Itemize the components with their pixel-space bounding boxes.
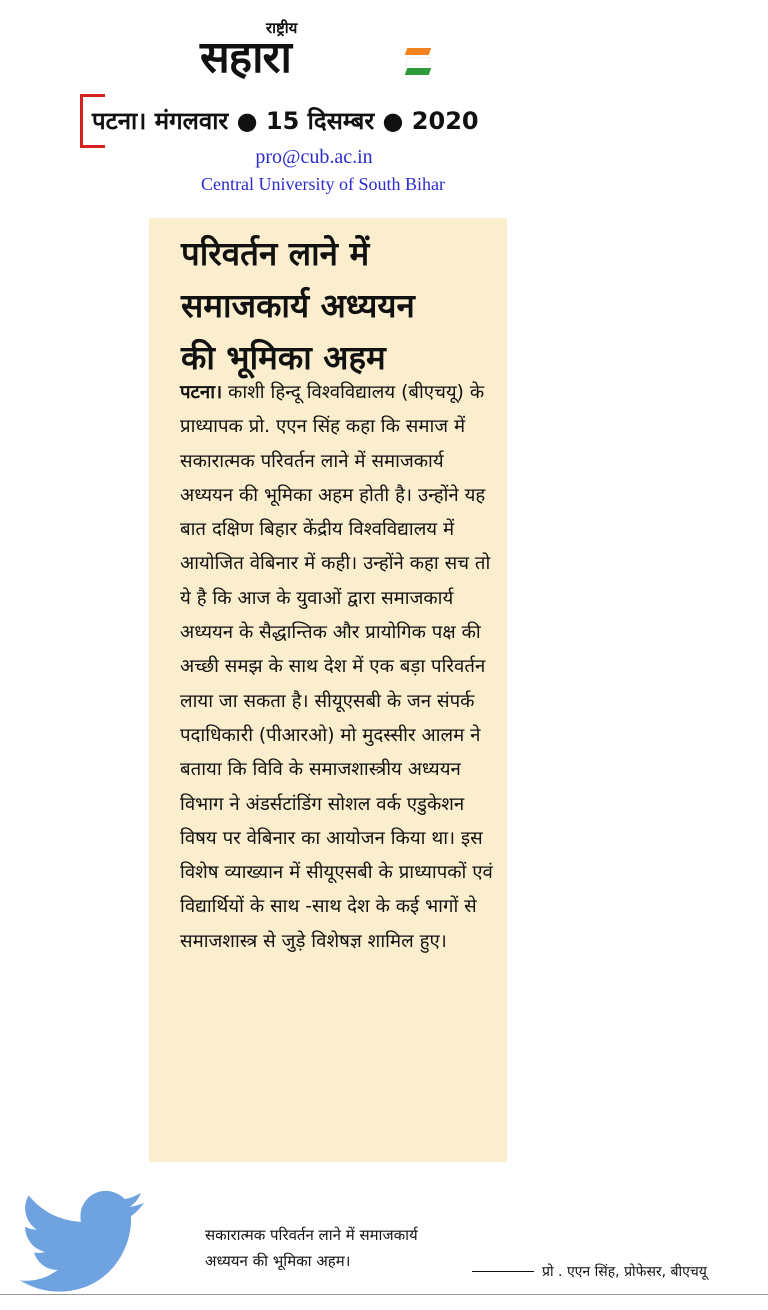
attribution-rule xyxy=(472,1271,534,1272)
quote-line: सकारात्मक परिवर्तन लाने में समाजकार्य xyxy=(205,1226,418,1244)
twitter-bird-icon xyxy=(20,1190,144,1294)
article-headline xyxy=(181,228,501,384)
article-body xyxy=(180,376,502,959)
contact-email[interactable]: pro@cub.ac.in xyxy=(255,146,373,168)
headline-line: परिवर्तन लाने में xyxy=(181,234,370,273)
attribution-text: प्रो . एएन सिंह, प्रोफेसर, बीएचयू xyxy=(542,1264,707,1280)
headline-line: समाजकार्य अध्ययन xyxy=(181,286,415,325)
article-text: काशी हिन्दू विश्वविद्यालय (बीएचयू) के प्राध्यापक प्रो. एएन सिंह कहा कि समाज में सकारात्मक परिवर्तन लाने में समाजकार्य अध्ययन की भूमिका अहम होती है। उन्होंने यह बात दक्षिण बिहार केंद्रीय विश्वविद्यालय में आयोजित वेबिनार में कही। उन्होंने कहा सच तो ये है कि आज के युवाओं द्वारा समाजकार्य अध्ययन के सैद्धान्तिक और प्रायोगिक पक्ष की अच्छी समझ के साथ देश में एक बड़ा परिवर्तन लाया जा सकता है। सीयूएसबी के जन संपर्क पदाधिकारी (पीआरओ) मो मुदस्सीर आलम ने बताया कि विवि के समाजशास्त्रीय अध्ययन विभाग ने अंडर्सटांडिंग सोशल वर्क एडुकेशन विषय पर वेबिनार का आयोजन किया था। इस विशेष व्याख्यान में सीयूएसबी के प्राध्यापकों एवं विद्यार्थियों के साथ -साथ देश के कई भागों से समाजशास्त्र से जुड़े विशेषज्ञ शामिल हुए। xyxy=(180,382,493,952)
tricolor-flag-icon xyxy=(406,48,430,72)
pull-quote xyxy=(205,1222,505,1274)
masthead-name: सहारा xyxy=(200,32,291,83)
newspaper-masthead xyxy=(200,18,440,88)
quote-line: अध्ययन की भूमिका अहम। xyxy=(205,1252,351,1270)
news-clipping xyxy=(149,218,507,1162)
university-name: Central University of South Bihar xyxy=(201,174,445,194)
bottom-divider xyxy=(0,1294,768,1295)
masthead-overline: राष्ट्रीय xyxy=(266,19,298,37)
headline-line: की भूमिका अहम xyxy=(181,338,386,377)
article-place: पटना। xyxy=(180,382,223,403)
quote-attribution xyxy=(472,1262,707,1281)
dateline: पटना। मंगलवार ● 15 दिसम्बर ● 2020 xyxy=(92,107,479,135)
